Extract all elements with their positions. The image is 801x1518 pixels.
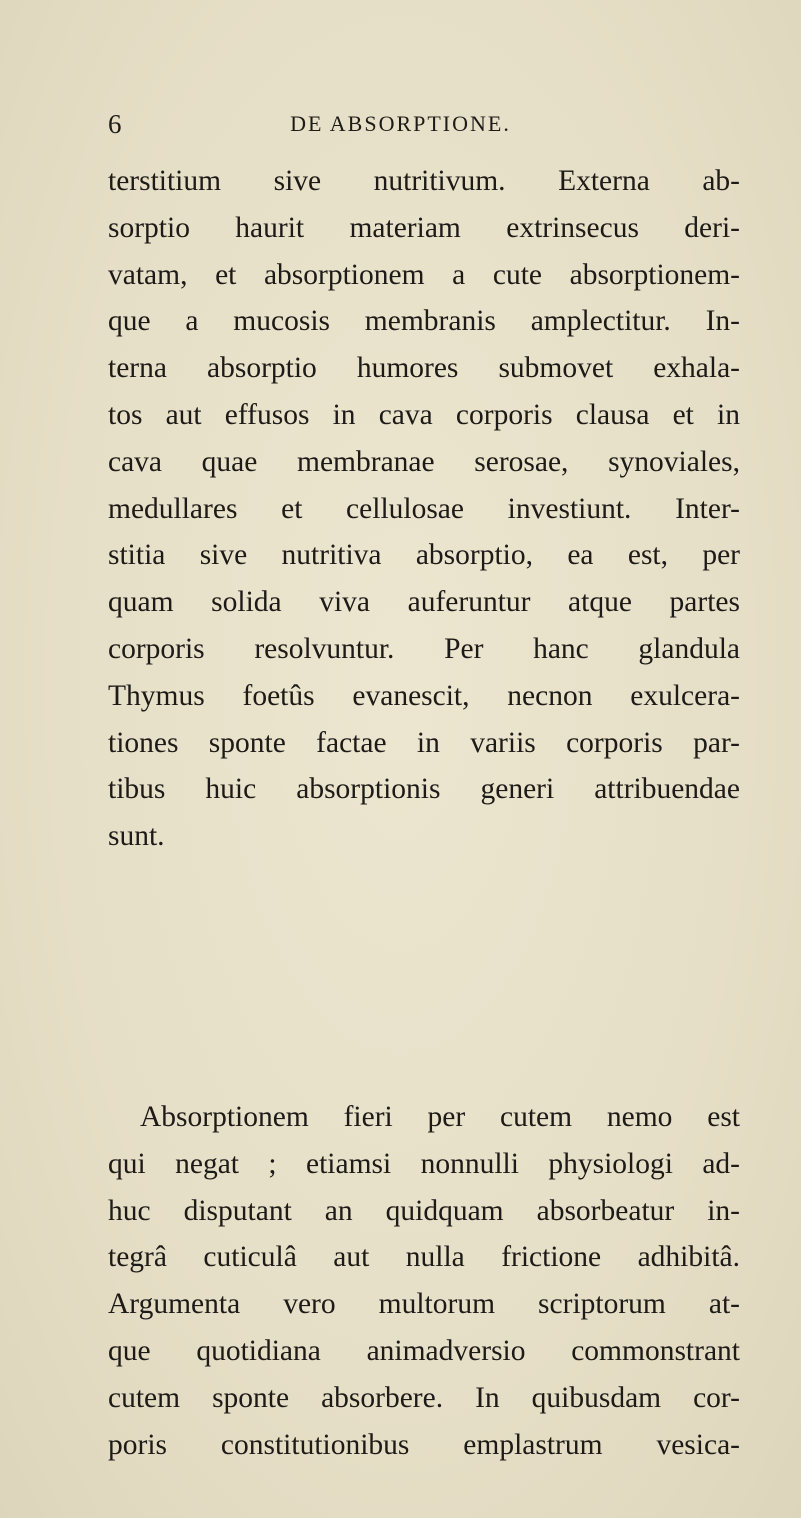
text-line: cutem sponte absorbere. In quibusdam cor- — [108, 1381, 740, 1414]
running-head: DE ABSORPTIONE. — [290, 111, 511, 136]
text-line: qui negat ; etiamsi nonnulli physiologi ad- — [108, 1147, 740, 1180]
text-line: Argumenta vero multorum scriptorum at- — [108, 1288, 740, 1321]
text-line: sorptio haurit materiam extrinsecus deri- — [108, 211, 740, 244]
text-line: medullares et cellulosae investiunt. Inter- — [108, 492, 740, 525]
text-line: tegrâ cuticulâ aut nulla frictione adhibitâ. — [108, 1241, 740, 1274]
text-line: sunt. — [108, 820, 165, 853]
text-line: Thymus foetûs evanescit, necnon exulcera- — [108, 679, 740, 712]
text-line: que quotidiana animadversio commonstrant — [108, 1334, 740, 1367]
page-header — [0, 104, 801, 144]
text-line: poris constitutionibus emplastrum vesica- — [108, 1428, 740, 1461]
text-line: tos aut effusos in cava corporis clausa et in — [108, 398, 740, 431]
text-line: cava quae membranae serosae, synoviales, — [108, 445, 740, 478]
text-line: corporis resolvuntur. Per hanc glandula — [108, 632, 740, 665]
text-line: vatam, et absorptionem a cute absorptionem- — [108, 258, 740, 291]
text-line: huc disputant an quidquam absorbeatur in- — [108, 1194, 740, 1227]
page-number: 6 — [108, 109, 122, 139]
text-line: terna absorptio humores submovet exhala- — [108, 352, 740, 385]
paragraph-2 — [108, 1094, 740, 1468]
text-line: que a mucosis membranis amplectitur. In- — [108, 305, 740, 338]
text-line: tiones sponte factae in variis corporis par- — [108, 726, 740, 759]
text-line: Absorptionem fieri per cutem nemo est — [140, 1101, 740, 1133]
text-line: tibus huic absorptionis generi attribuendae — [108, 773, 740, 806]
text-line: quam solida viva auferuntur atque partes — [108, 586, 740, 619]
text-line: stitia sive nutritiva absorptio, ea est, per — [108, 539, 740, 572]
text-line: terstitium sive nutritivum. Externa ab- — [108, 165, 740, 197]
paragraph-1 — [108, 158, 740, 860]
